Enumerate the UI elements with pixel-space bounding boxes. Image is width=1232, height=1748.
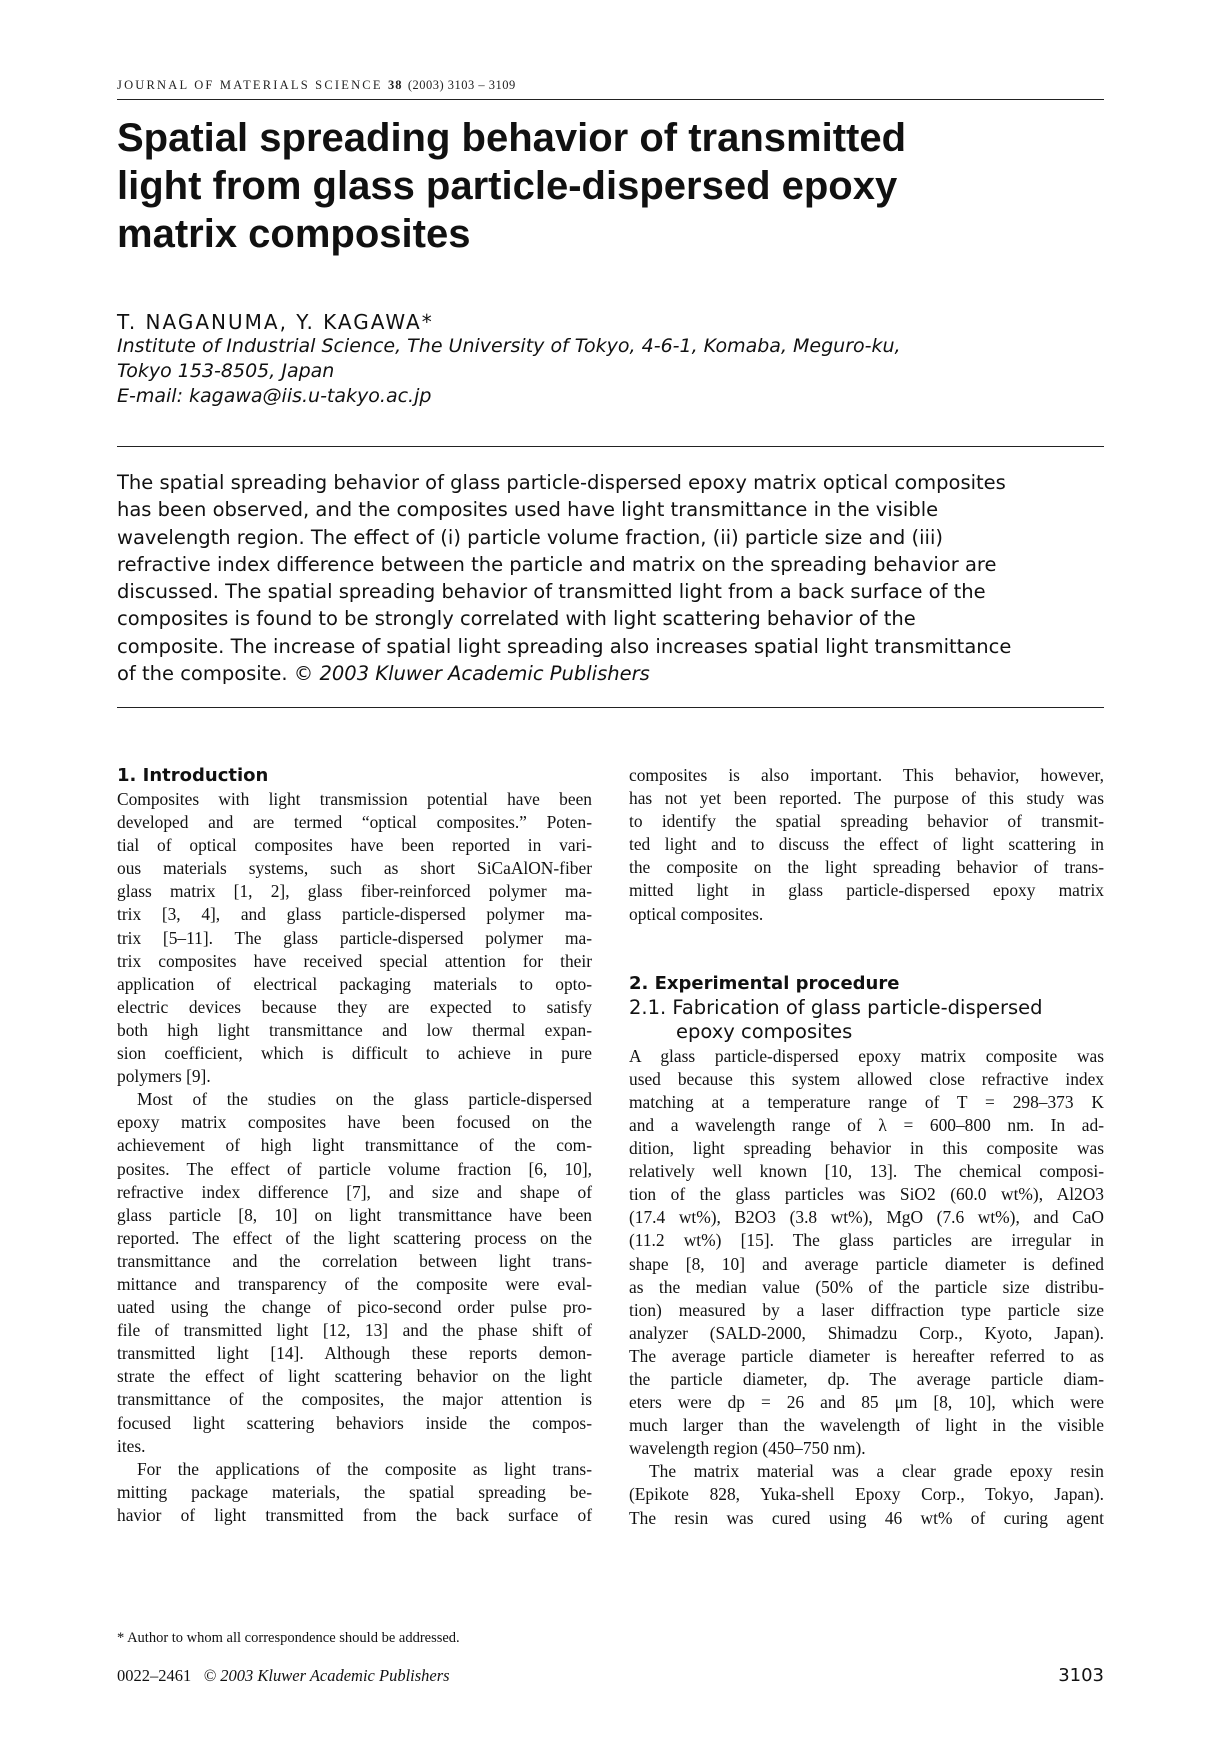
text-line: trix composites have received special attention for their: [117, 950, 592, 971]
text-line: (11.2 wt%) [15]. The glass particles are irregular in: [629, 1230, 1104, 1251]
text-line: mittance and transparency of the composite were eval-: [117, 1273, 592, 1294]
text-line: posites. The effect of particle volume fraction [6, 10],: [117, 1158, 592, 1179]
title-line: light from glass particle-dispersed epoxy: [117, 164, 898, 208]
text-line: wavelength region (450–750 nm).: [629, 1438, 866, 1459]
journal-header: [117, 78, 1104, 100]
paragraph: [117, 1088, 592, 1458]
text-line: The average particle diameter is hereafter referred to as: [629, 1345, 1104, 1366]
text-line: analyzer (SALD-2000, Shimadzu Corp., Kyoto, Japan).: [629, 1322, 1104, 1343]
authors: T. NAGANUMA, Y. KAGAWA*: [117, 310, 434, 334]
text-line: For the applications of the composite as light trans-: [137, 1458, 592, 1479]
text-line: developed and are termed “optical composites.” Poten-: [117, 812, 592, 833]
text-line: transmittance and the correlation between light trans-: [117, 1250, 592, 1271]
text-line: to identify the spatial spreading behavior of transmit-: [629, 811, 1104, 832]
text-line: focused light scattering behaviors inside the compos-: [117, 1412, 592, 1433]
left-column: [117, 764, 592, 1527]
abstract-line: has been observed, and the composites used have light transmittance in the visible: [117, 498, 939, 522]
text-line: matching at a temperature range of T = 298–373 K: [629, 1091, 1104, 1112]
text-line: transmittance of the composites, the major attention is: [117, 1389, 592, 1410]
title-line: Spatial spreading behavior of transmitted: [117, 116, 907, 160]
abstract-line: refractive index difference between the particle and matrix on the spreading behavior are: [117, 552, 997, 576]
text-line: as the median value (50% of the particle size distribu-: [629, 1276, 1104, 1297]
abstract-line: of the composite.: [117, 662, 288, 686]
abstract-line: composite. The increase of spatial light spreading also increases spatial light transmittance: [117, 634, 1012, 658]
paragraph: [629, 764, 1104, 926]
abstract-line: discussed. The spatial spreading behavior of transmitted light from a back surface of the: [117, 580, 986, 604]
text-line: glass matrix [1, 2], glass fiber-reinforced polymer ma-: [117, 881, 592, 902]
text-line: the particle diameter, dp. The average particle diam-: [629, 1368, 1104, 1389]
footnote: * Author to whom all correspondence should be addressed.: [117, 1630, 460, 1646]
right-column: [629, 764, 1104, 1530]
text-line: strate the effect of light scattering behavior on the light: [117, 1366, 592, 1387]
affiliation-line: Tokyo 153-8505, Japan: [117, 360, 335, 382]
subsection-heading: 2.1. Fabrication of glass particle-dispersed: [629, 995, 1043, 1019]
email-line: E-mail: kagawa@iis.u-takyo.ac.jp: [117, 385, 432, 407]
text-line: application of electrical packaging materials to opto-: [117, 973, 592, 994]
text-line: uated using the change of pico-second order pulse pro-: [117, 1297, 592, 1318]
text-line: and a wavelength range of λ = 600–800 nm. In ad-: [629, 1114, 1104, 1135]
text-line: trix [3, 4], and glass particle-dispersed polymer ma-: [117, 904, 592, 925]
section-heading: 2. Experimental procedure: [629, 972, 900, 994]
abstract-line: The spatial spreading behavior of glass particle-dispersed epoxy matrix optical composites: [117, 471, 1006, 494]
abstract-line: wavelength region. The effect of (i) particle volume fraction, (ii) particle size and (iii): [117, 525, 943, 549]
journal-volume: 38: [388, 78, 403, 92]
text-line: eters were dp = 26 and 85 μm [8, 10], which were: [629, 1392, 1104, 1413]
text-line: mitted light in glass particle-dispersed epoxy matrix: [629, 880, 1104, 901]
subsection-heading: epoxy composites: [676, 1020, 853, 1044]
text-line: mitting package materials, the spatial spreading be-: [117, 1481, 592, 1502]
text-line: refractive index difference [7], and size and shape of: [117, 1181, 592, 1202]
text-line: Composites with light transmission potential have been: [117, 789, 592, 809]
text-line: A glass particle-dispersed epoxy matrix composite was: [629, 1045, 1104, 1066]
text-line: glass particle [8, 10] on light transmittance have been: [117, 1204, 592, 1225]
text-line: much larger than the wavelength of light in the visible: [629, 1415, 1104, 1436]
paragraph: [629, 1045, 1104, 1461]
text-line: used because this system allowed close refractive index: [629, 1068, 1104, 1089]
text-line: has not yet been reported. The purpose of this study was: [629, 788, 1104, 809]
text-line: sion coefficient, which is difficult to achieve in pure: [117, 1043, 592, 1064]
abstract-last-line: [117, 660, 1104, 687]
paragraph: [117, 788, 592, 1088]
issn: 0022–2461: [117, 1666, 192, 1685]
text-line: tion) measured by a laser diffraction type particle size: [629, 1299, 1104, 1320]
text-line: ted light and to discuss the effect of light scattering in: [629, 834, 1104, 855]
text-line: optical composites.: [629, 903, 764, 924]
text-line: both high light transmittance and low thermal expan-: [117, 1019, 592, 1040]
text-line: (17.4 wt%), B2O3 (3.8 wt%), MgO (7.6 wt%), and CaO: [629, 1207, 1104, 1228]
paragraph: [629, 1460, 1104, 1529]
paper-title: [117, 114, 977, 258]
text-line: polymers [9].: [117, 1066, 211, 1087]
text-line: trix [5–11]. The glass particle-dispersed polymer ma-: [117, 927, 592, 948]
text-line: (Epikote 828, Yuka-shell Epoxy Corp., Tokyo, Japan).: [629, 1484, 1104, 1505]
affiliation-line: Institute of Industrial Science, The University of Tokyo, 4-6-1, Komaba, Meguro-ku,: [117, 335, 901, 357]
text-line: tial of optical composites have been reported in vari-: [117, 835, 592, 856]
text-line: The matrix material was a clear grade epoxy resin: [649, 1461, 1104, 1482]
text-line: electric devices because they are expected to satisfy: [117, 996, 592, 1017]
page-footer: [117, 1666, 1104, 1686]
text-line: shape [8, 10] and average particle diameter is defined: [629, 1253, 1104, 1274]
text-line: relatively well known [10, 13]. The chemical composi-: [629, 1161, 1104, 1182]
text-line: The resin was cured using 46 wt% of curing agent: [629, 1507, 1104, 1528]
text-line: ites.: [117, 1435, 146, 1456]
text-line: Most of the studies on the glass particle-dispersed: [137, 1089, 592, 1110]
text-line: dition, light spreading behavior in this composite was: [629, 1138, 1104, 1159]
journal-name: JOURNAL OF MATERIALS SCIENCE: [117, 78, 383, 92]
abstract: [117, 446, 1104, 708]
footer-copyright: © 2003 Kluwer Academic Publishers: [203, 1666, 450, 1685]
text-line: composites is also important. This behavior, however,: [629, 765, 1104, 785]
page-number: 3103: [1058, 1665, 1104, 1686]
section-heading: 1. Introduction: [117, 765, 269, 786]
text-line: ous materials systems, such as short SiCaAlON-fiber: [117, 858, 592, 879]
text-line: file of transmitted light [12, 13] and the phase shift of: [117, 1320, 592, 1341]
page: [117, 78, 1104, 1686]
text-line: transmitted light [14]. Although these reports demon-: [117, 1343, 592, 1364]
text-line: epoxy matrix composites have been focused on the: [117, 1112, 592, 1133]
affiliation: [117, 334, 1104, 409]
text-line: reported. The effect of the light scattering process on the: [117, 1227, 592, 1248]
title-line: matrix composites: [117, 212, 471, 256]
abstract-copyright: © 2003 Kluwer Academic Publishers: [293, 662, 650, 686]
section-gap: [629, 926, 1104, 972]
text-line: havior of light transmitted from the back surface of: [117, 1504, 592, 1525]
text-line: tion of the glass particles was SiO2 (60.0 wt%), Al2O3: [629, 1184, 1104, 1205]
text-line: the composite on the light spreading behavior of trans-: [629, 857, 1104, 878]
paragraph: [117, 1458, 592, 1527]
text-line: achievement of high light transmittance of the com-: [117, 1135, 592, 1156]
abstract-line: composites is found to be strongly correlated with light scattering behavior of the: [117, 607, 916, 631]
journal-year-pages: (2003) 3103 – 3109: [407, 78, 516, 92]
